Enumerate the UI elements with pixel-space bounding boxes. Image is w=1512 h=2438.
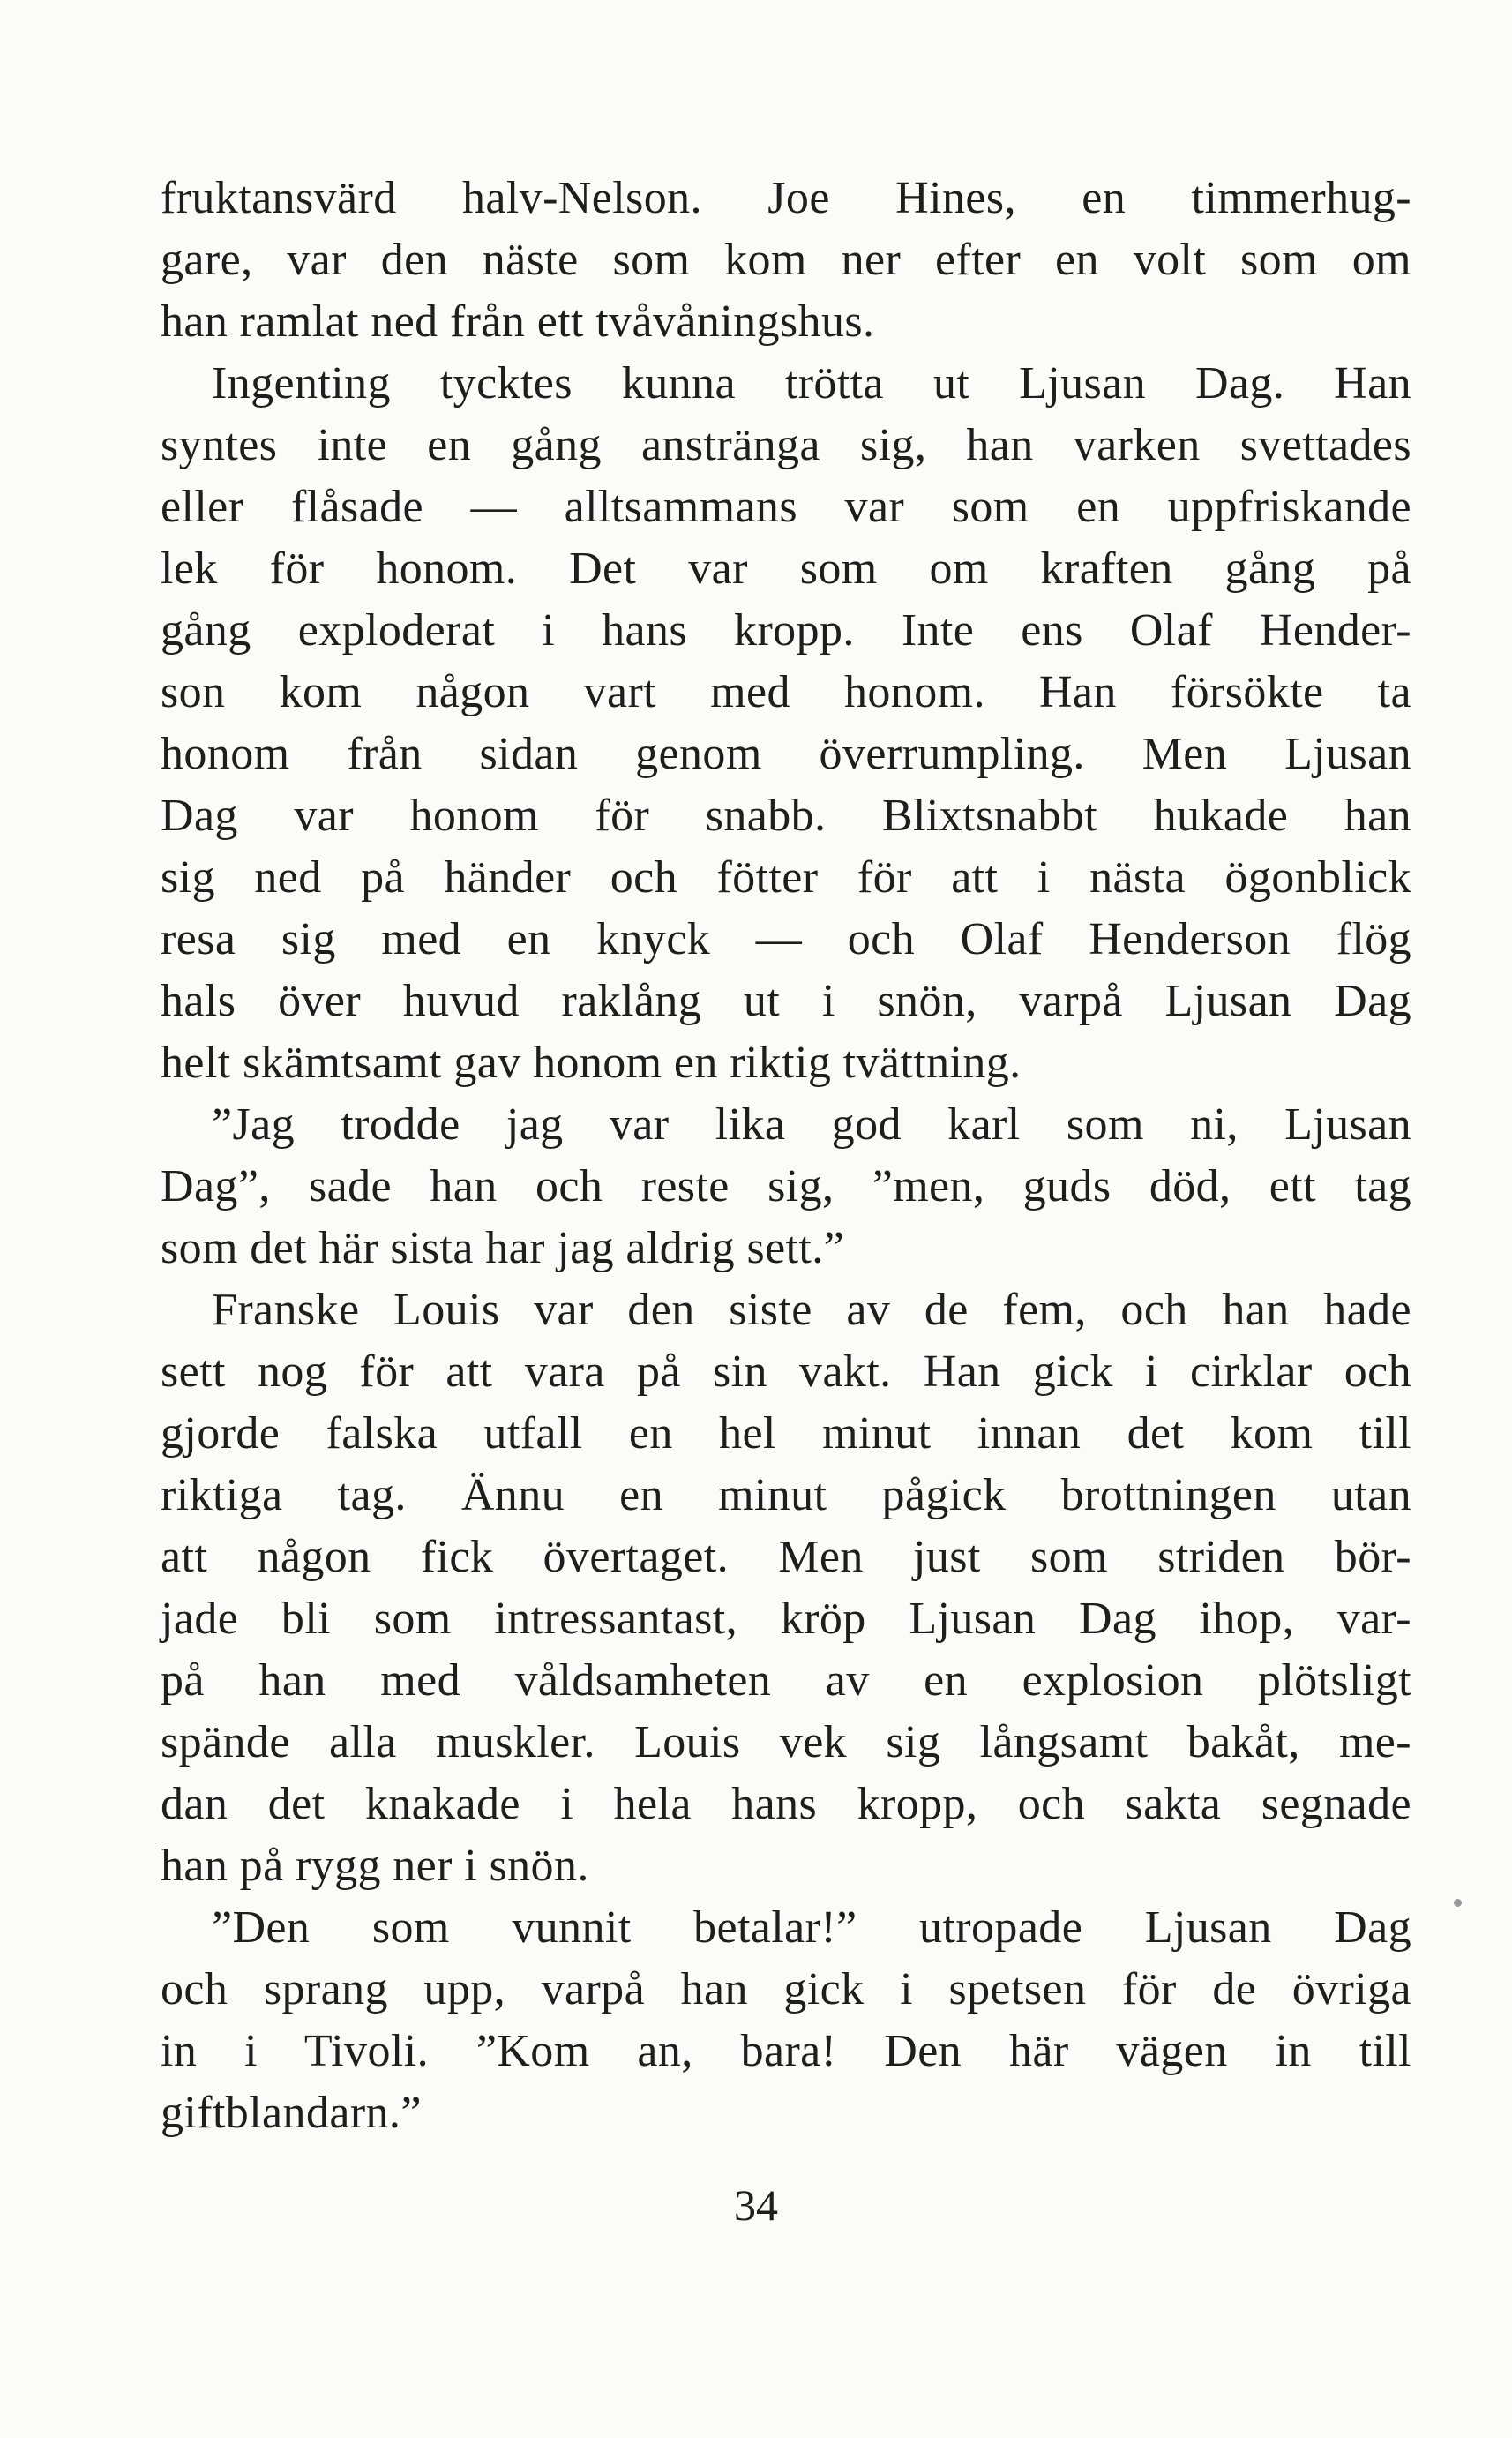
text-line: syntes inte en gång anstränga sig, han varken svettades <box>161 420 1411 470</box>
text-line: hals över huvud raklång ut i snön, varpå Ljusan Dag <box>161 976 1411 1026</box>
text-line: ”Jag trodde jag var lika god karl som ni, Ljusan <box>212 1099 1411 1150</box>
text-line: resa sig med en knyck — och Olaf Henderson flög <box>161 914 1411 964</box>
text-line: gång exploderat i hans kropp. Inte ens Olaf Hender- <box>161 605 1411 656</box>
text-line: lek för honom. Det var som om kraften gång på <box>161 544 1411 594</box>
text-line: Franske Louis var den siste av de fem, och han hade <box>212 1285 1411 1335</box>
text-line: spände alla muskler. Louis vek sig långsamt bakåt, me- <box>161 1717 1411 1767</box>
text-line: honom från sidan genom överrumpling. Men Ljusan <box>161 729 1411 779</box>
text-line: riktiga tag. Ännu en minut pågick brottningen utan <box>161 1470 1411 1520</box>
text-line: att någon fick övertaget. Men just som striden bör- <box>161 1532 1411 1582</box>
text-line: sett nog för att vara på sin vakt. Han gick i cirklar och <box>161 1347 1411 1397</box>
text-line: på han med våldsamheten av en explosion plötsligt <box>161 1655 1411 1706</box>
text-line: jade bli som intressantast, kröp Ljusan Dag ihop, var- <box>161 1594 1411 1644</box>
body-text <box>161 168 1411 2144</box>
text-line: giftblandarn.” <box>161 2088 422 2138</box>
ink-speck <box>1454 1899 1462 1907</box>
text-line: han ramlat ned från ett tvåvåningshus. <box>161 296 875 347</box>
text-line: Dag var honom för snabb. Blixtsnabbt hukade han <box>161 791 1411 841</box>
page-number: 34 <box>734 2180 778 2230</box>
text-line: fruktansvärd halv-Nelson. Joe Hines, en timmerhug- <box>161 173 1411 223</box>
text-line: Ingenting tycktes kunna trötta ut Ljusan Dag. Han <box>212 358 1411 409</box>
text-line: son kom någon vart med honom. Han försökte ta <box>161 667 1411 717</box>
text-line: han på rygg ner i snön. <box>161 1841 589 1891</box>
text-line: eller flåsade — alltsammans var som en uppfriskande <box>161 482 1411 532</box>
text-line: helt skämtsamt gav honom en riktig tvättning. <box>161 1038 1022 1088</box>
text-line: Dag”, sade han och reste sig, ”men, guds död, ett tag <box>161 1161 1411 1211</box>
text-line: gjorde falska utfall en hel minut innan det kom till <box>161 1408 1411 1459</box>
text-line: och sprang upp, varpå han gick i spetsen för de övriga <box>161 1964 1411 2014</box>
text-line: dan det knakade i hela hans kropp, och sakta segnade <box>161 1779 1411 1829</box>
text-line: ”Den som vunnit betalar!” utropade Ljusan Dag <box>212 1902 1411 1953</box>
text-line: sig ned på händer och fötter för att i nästa ögonblick <box>161 852 1411 903</box>
text-line: som det här sista har jag aldrig sett.” <box>161 1223 845 1273</box>
text-line: gare, var den näste som kom ner efter en volt som om <box>161 235 1411 285</box>
text-line: in i Tivoli. ”Kom an, bara! Den här vägen in till <box>161 2026 1411 2076</box>
